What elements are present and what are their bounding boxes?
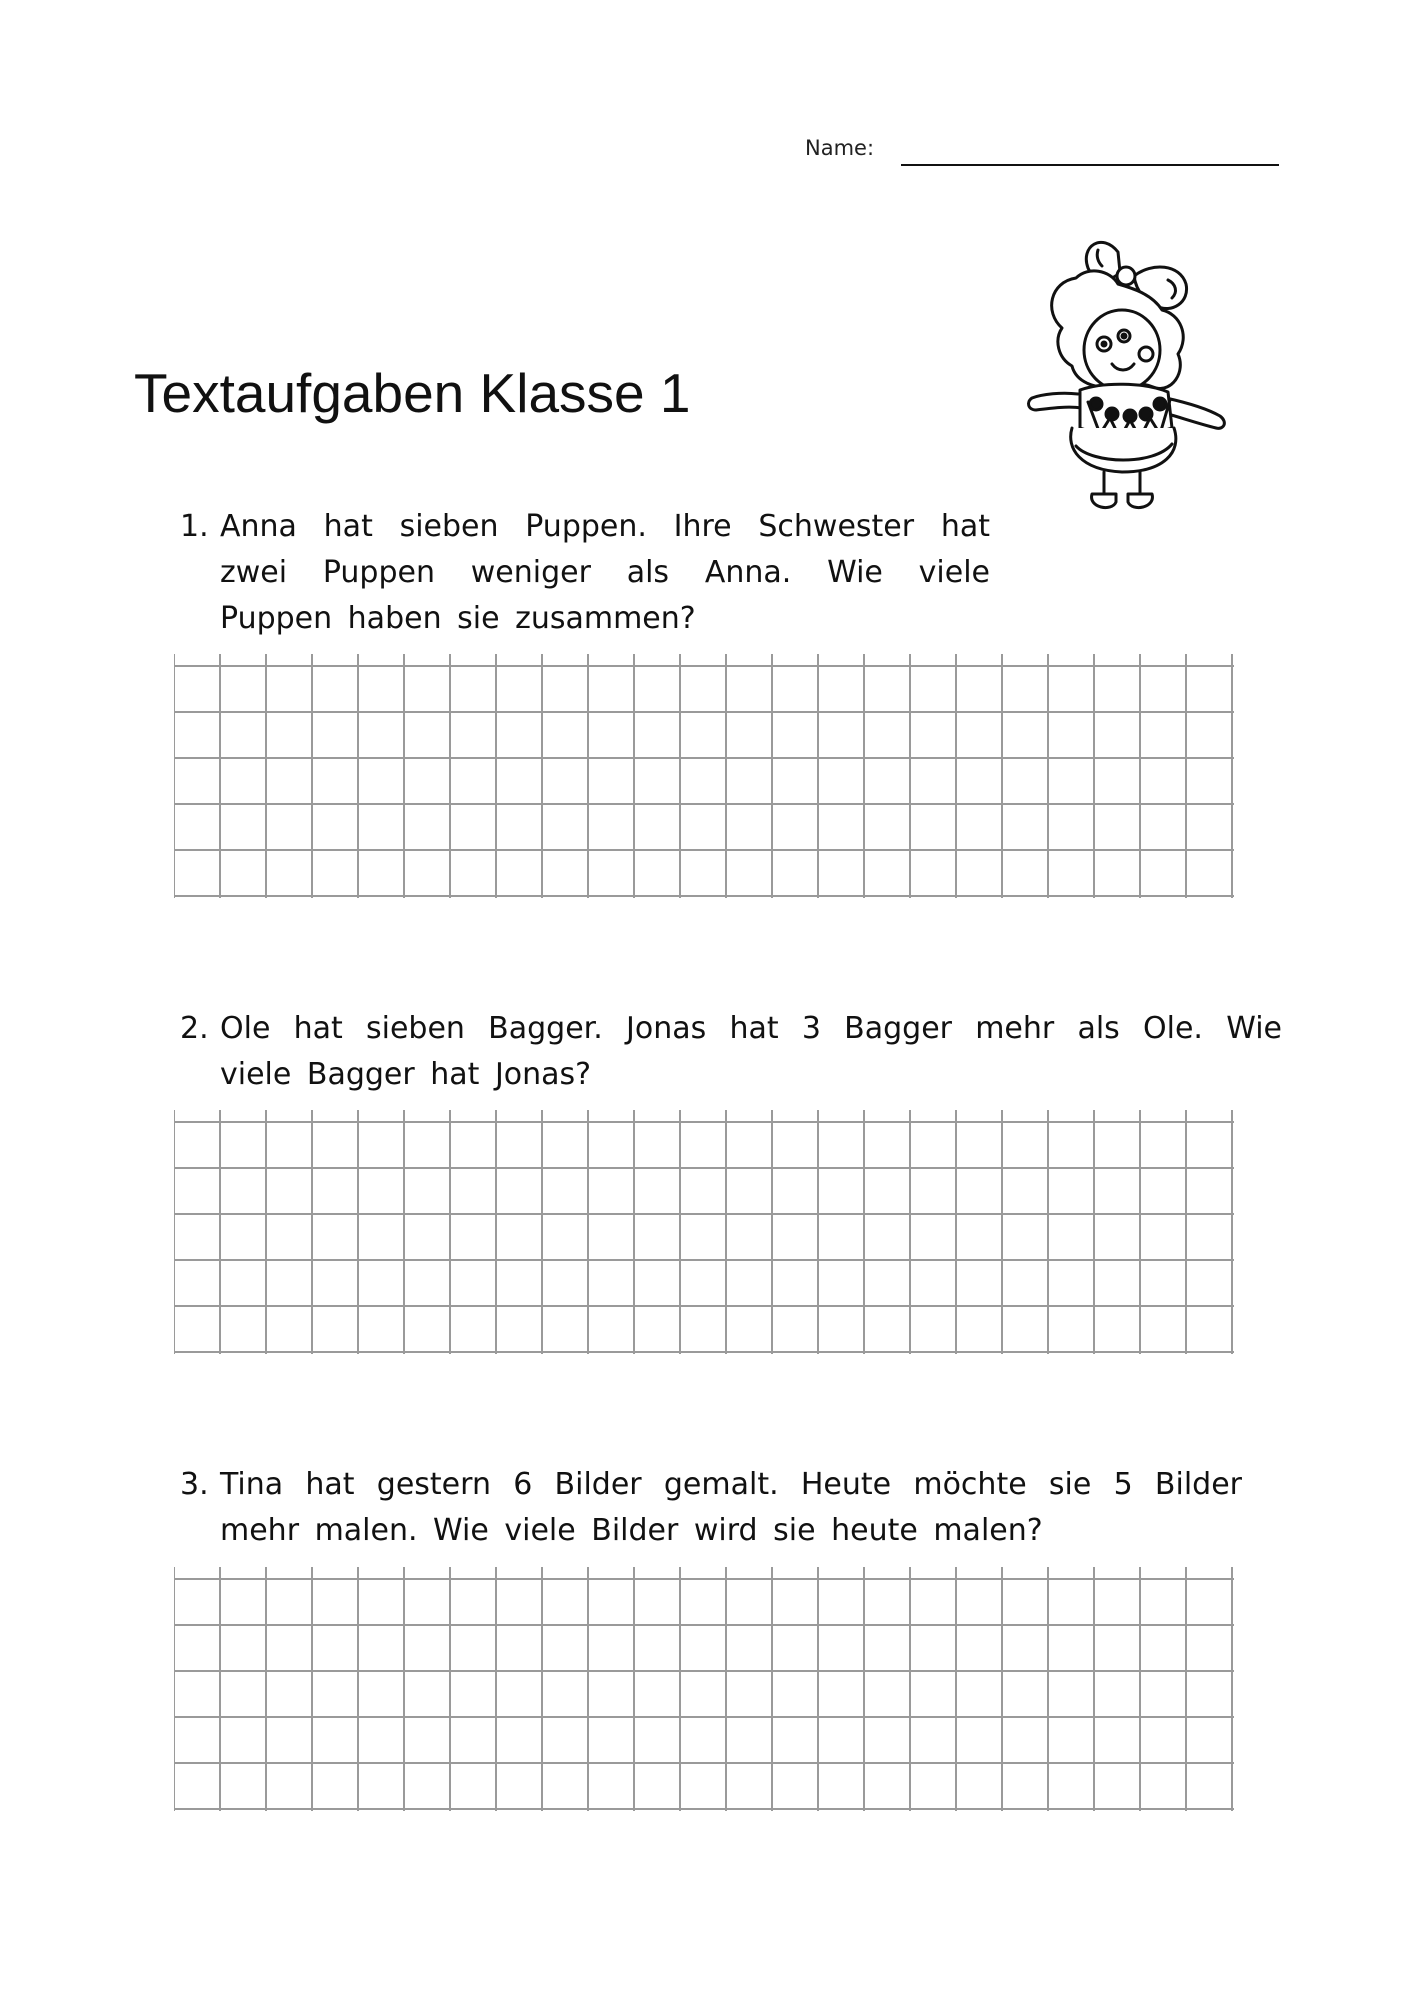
name-field-row [805,136,1285,172]
name-write-line[interactable] [901,164,1279,166]
task-text: Ole hat sieben Bagger. Jonas hat 3 Bagger mehr als Ole. Wie viele Bagger hat Jonas? [220,1011,1282,1092]
name-label: Name: [805,136,875,160]
page-title: Textaufgaben Klasse 1 [134,362,691,424]
answer-grid[interactable] [174,654,1234,898]
answer-grid[interactable] [174,1567,1234,1811]
task-number: 3. [180,1467,209,1502]
task-number: 2. [180,1011,209,1046]
task-text: Anna hat sieben Puppen. Ihre Schwester hat zwei Puppen weniger als Anna. Wie viele Puppen haben sie zusammen? [220,509,990,636]
task-number: 1. [180,509,209,544]
task-text: Tina hat gestern 6 Bilder gemalt. Heute möchte sie 5 Bilder mehr malen. Wie viele Bilder wird sie heute malen? [220,1467,1242,1548]
doll-icon [1022,232,1238,532]
answer-grid[interactable] [174,1110,1234,1354]
